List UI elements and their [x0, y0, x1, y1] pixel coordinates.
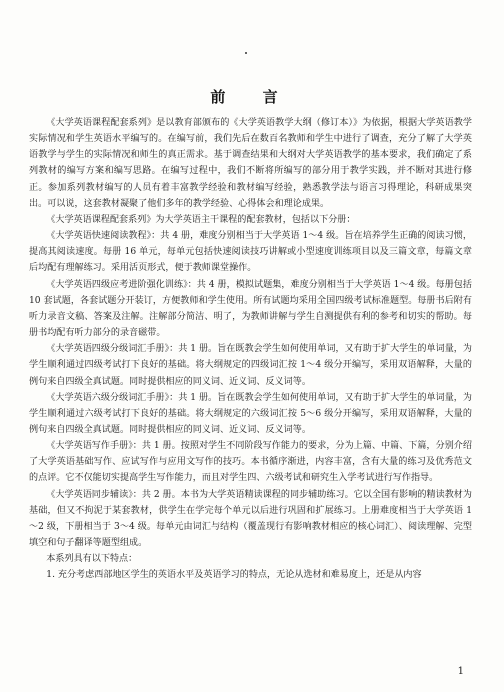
- paragraph-feature-1: 1. 充分考虑西部地区学生的英语水平及英语学习的特点，无论从选材和难易度上，还是从内容: [46, 570, 422, 581]
- paragraph-sync-reading: 《大学英语同步辅读》：共 2 册。本书为大学英语精读课程的同步辅助练习。它以全国有影响的精读教材为基础，但又不拘泥于某套教材，供学生在学完每个单元以后进行巩固和扩展练习。上册难度相当于大学英语 1～2 级，下册相当于 3～4 级。每单元由词汇与结构（覆盖现行有影响教材相应的核心词汇）、阅读理解、完型填空和句子翻译等题型组成。: [29, 489, 472, 549]
- page-number: 1: [457, 666, 464, 677]
- paragraph-writing-handbook: 《大学英语写作手册》：共 1 册。按照对学生不同阶段写作能力的要求，分为上篇、中篇、下篇，分别介绍了大学英语基础写作、应试写作与应用文写作的技巧。本书循序渐进，内容丰富，含有大量的练习及优秀范文的点评。它不仅能切实提高学生写作能力，而且对学生四、六级考试和研究生入学考试进行写作指导。: [29, 441, 472, 484]
- paragraph-features-heading: 本系列具有以下特点：: [46, 554, 138, 565]
- paragraph-cet6-vocabulary: 《大学英语六级分级词汇手册》：共 1 册。旨在既教会学生如何使用单词，又有助于扩大学生的单词量，为学生顺利通过六级考试打下良好的基础。将大纲规定的六级词汇按 5～6 级分开编写，采用双语解释，大量的例句来自四级全真试题。同时提供相应的同义词、近义词、反义词等。: [29, 392, 472, 435]
- paragraph-fast-reading: 《大学英语快速阅读教程》：共 4 册，难度分别相当于大学英语 1～4 级。旨在培养学生正确的阅读习惯，提高其阅读速度。每册 16 单元，每单元包括快速阅读技巧讲解或小型速度训练项目以及三篇文章，每篇文章后均配有理解练习。采用活页形式，便于教师课堂操作。: [29, 231, 472, 274]
- paragraph-intro: 《大学英语课程配套系列》是以教育部颁布的《大学英语教学大纲（修订本）》为依据，根据大学英语教学实际情况和学生英语水平编写的。在编写前，我们先后在数百名教师和学生中进行了调查，充分了解了大学英语教学与学生的实际情况和师生的真正需求。基于调查结果和大纲对大学英语教学的基本要求，我们确定了系列教材的编写方案和编写思路。在编写过程中，我们不断将所编写的部分用于教学实践，并不断对其进行修正。参加系列教材编写的人员有着丰富教学经验和教材编写经验，熟悉教学法与语言习得理论，科研成果突出。可以说，这套教材凝聚了他们多年的教学经验、心得体会和理论成果。: [29, 118, 472, 209]
- paragraph-cet4-training: 《大学英语四级应考进阶强化训练》：共 4 册，模拟试题集，难度分别相当于大学英语 1～4 级。每册包括 10 套试题，各套试题分开装订，方便教师和学生使用。所有试题均采用全国四级考试标准题型。每册书后附有听力录音文稿、答案及注解。注解部分简洁、明了，为教师讲解与学生自测提供有利的参考和切实的帮助。每册书均配有听力部分的录音磁带。: [29, 279, 472, 339]
- page-title: 前 言: [210, 88, 294, 106]
- decorative-dot: [245, 52, 247, 54]
- paragraph-series-overview: 《大学英语课程配套系列》为大学英语主干课程的配套教材，包括以下分册：: [46, 214, 356, 225]
- preface-body: [29, 115, 472, 584]
- paragraph-cet4-vocabulary: 《大学英语四级分级词汇手册》：共 1 册。旨在既教会学生如何使用单词，又有助于扩大学生的单词量，为学生顺利通过四级考试打下良好的基础。将大纲规定的四级词汇按 1～4 级分开编写，采用双语解释，大量的例句来自四级全真试题。同时提供相应的同义词、近义词、反义词等。: [29, 344, 472, 387]
